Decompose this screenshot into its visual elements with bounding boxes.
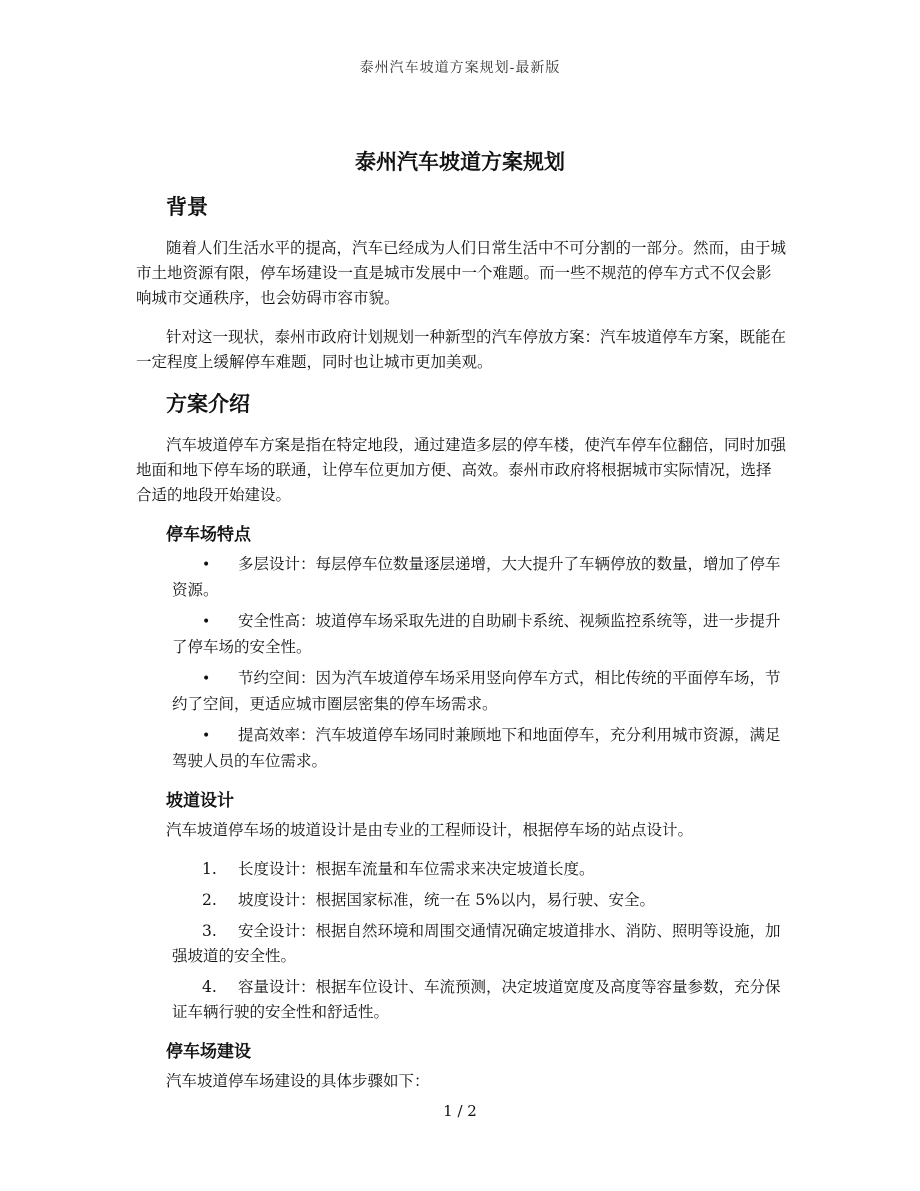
list-item-text: 节约空间：因为汽车坡道停车场采用竖向停车方式，相比传统的平面停车场，节约了空间，更适应城市圈层密集的停车场需求。 [172,669,781,713]
list-item-text: 安全性高：坡道停车场采取先进的自助刷卡系统、视频监控系统等，进一步提升了停车场的安全性。 [172,612,781,656]
bullet-icon: • [202,614,211,630]
list-item-text: 多层设计：每层停车位数量逐层递增，大大提升了车辆停放的数量，增加了停车资源。 [172,555,781,599]
document-body [136,192,786,1108]
paragraph: 汽车坡道停车场的坡道设计是由专业的工程师设计，根据停车场的站点设计。 [166,821,694,839]
section-heading-intro: 方案介绍 [166,392,250,416]
list-item [172,919,786,969]
list-item-text: 容量设计：根据车位设计、车流预测，决定坡道宽度及高度等容量参数，充分保证车辆行驶的安全性和舒适性。 [172,978,781,1021]
document-title: 泰州汽车坡道方案规划 [355,150,565,174]
list-number: 1. [202,860,217,878]
bullet-icon: • [202,557,211,573]
subsection-heading-features: 停车场特点 [166,525,251,545]
paragraph: 汽车坡道停车方案是指在特定地段，通过建造多层的停车楼，使汽车停车位翻倍，同时加强地面和地下停车场的联通，让停车位更加方便、高效。泰州市政府将根据城市实际情况，选择合适的地段开始建设。 [136,436,787,504]
list-item [172,888,786,913]
list-number: 3. [202,922,217,940]
paragraph: 汽车坡道停车场建设的具体步骤如下： [166,1072,430,1090]
list-item-text: 长度设计：根据车流量和车位需求来决定坡道长度。 [238,860,595,878]
list-item [172,723,786,774]
list-number: 4. [202,978,217,996]
page-header: 泰州汽车坡道方案规划-最新版 [359,60,561,76]
list-number: 2. [202,891,217,909]
paragraph: 针对这一现状，泰州市政府计划规划一种新型的汽车停放方案：汽车坡道停车方案，既能在一定程度上缓解停车难题，同时也让城市更加美观。 [136,328,787,371]
list-item [172,857,786,882]
page-number: 1 / 2 [443,1102,477,1120]
list-item [172,975,786,1025]
subsection-heading-ramp: 坡道设计 [166,791,234,811]
list-item-text: 安全设计：根据自然环境和周围交通情况确定坡道排水、消防、照明等设施，加强坡道的安全性。 [172,922,781,965]
list-item [172,609,786,660]
list-item [172,552,786,603]
paragraph: 随着人们生活水平的提高，汽车已经成为人们日常生活中不可分割的一部分。然而，由于城市土地资源有限，停车场建设一直是城市发展中一个难题。而一些不规范的停车方式不仅会影响城市交通秩序，也会妨碍市容市貌。 [136,239,787,307]
bullet-icon: • [202,671,211,687]
list-item-text: 坡度设计：根据国家标准，统一在 5%以内，易行驶、安全。 [238,891,656,909]
list-item [172,666,786,717]
subsection-heading-construction: 停车场建设 [166,1042,251,1062]
section-heading-background: 背景 [166,195,208,219]
bullet-icon: • [202,728,211,744]
list-item-text: 提高效率：汽车坡道停车场同时兼顾地下和地面停车，充分利用城市资源，满足驾驶人员的车位需求。 [172,726,781,770]
